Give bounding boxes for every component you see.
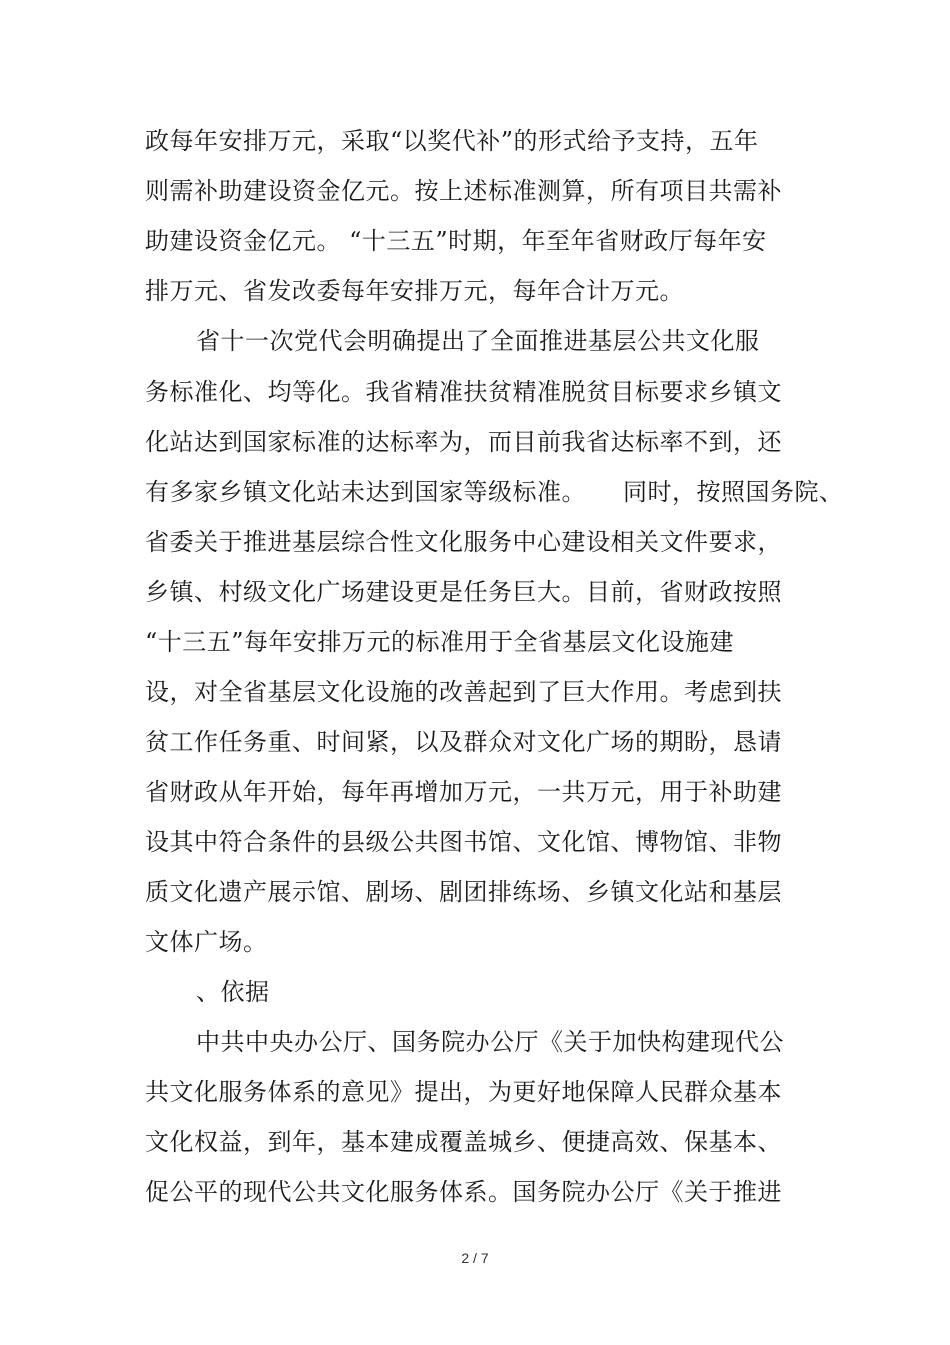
text-line: 则需补助建设资金亿元。按上述标准测算，所有项目共需补 [145, 177, 782, 205]
text-line: 务标准化、均等化。我省精准扶贫精准脱贫目标要求乡镇文 [145, 378, 782, 406]
text-line: 政每年安排万元，采取“以奖代补”的形式给予支持，五年 [145, 127, 759, 155]
text-line: “十三五”每年安排万元的标准用于全省基层文化设施建 [145, 628, 735, 656]
text-line: 文化权益，到年，基本建成覆盖城乡、便捷高效、保基本、 [145, 1128, 782, 1156]
text-line: 有多家乡镇文化站未达到国家等级标准。 同时，按照国务院、 [145, 478, 844, 506]
paragraph-start-line: 省十一次党代会明确提出了全面推进基层公共文化服 [196, 327, 760, 355]
section-heading: 、依据 [196, 978, 270, 1006]
text-line: 设其中符合条件的县级公共图书馆、文化馆、博物馆、非物 [145, 828, 782, 856]
text-line: 排万元、省发改委每年安排万元，每年合计万元。 [145, 277, 684, 305]
text-line: 促公平的现代公共文化服务体系。国务院办公厅《关于推进 [145, 1178, 782, 1206]
page-number: 2 / 7 [461, 1250, 489, 1266]
text-line: 助建设资金亿元。 “十三五”时期，年至年省财政厅每年安 [145, 227, 767, 255]
text-line: 省财政从年开始，每年再增加万元，一共万元，用于补助建 [145, 778, 782, 806]
text-line: 质文化遗产展示馆、剧场、剧团排练场、乡镇文化站和基层 [145, 878, 782, 906]
text-line: 共文化服务体系的意见》提出，为更好地保障人民群众基本 [145, 1078, 782, 1106]
text-line: 文体广场。 [145, 928, 268, 956]
text-line: 贫工作任务重、时间紧，以及群众对文化广场的期盼，恳请 [145, 728, 782, 756]
text-line: 化站达到国家标准的达标率为，而目前我省达标率不到，还 [145, 428, 782, 456]
paragraph-start-line: 中共中央办公厅、国务院办公厅《关于加快构建现代公 [196, 1028, 784, 1056]
text-line: 设，对全省基层文化设施的改善起到了巨大作用。考虑到扶 [145, 678, 782, 706]
text-line: 乡镇、村级文化广场建设更是任务巨大。目前，省财政按照 [145, 578, 782, 606]
text-line: 省委关于推进基层综合性文化服务中心建设相关文件要求， [145, 528, 782, 556]
